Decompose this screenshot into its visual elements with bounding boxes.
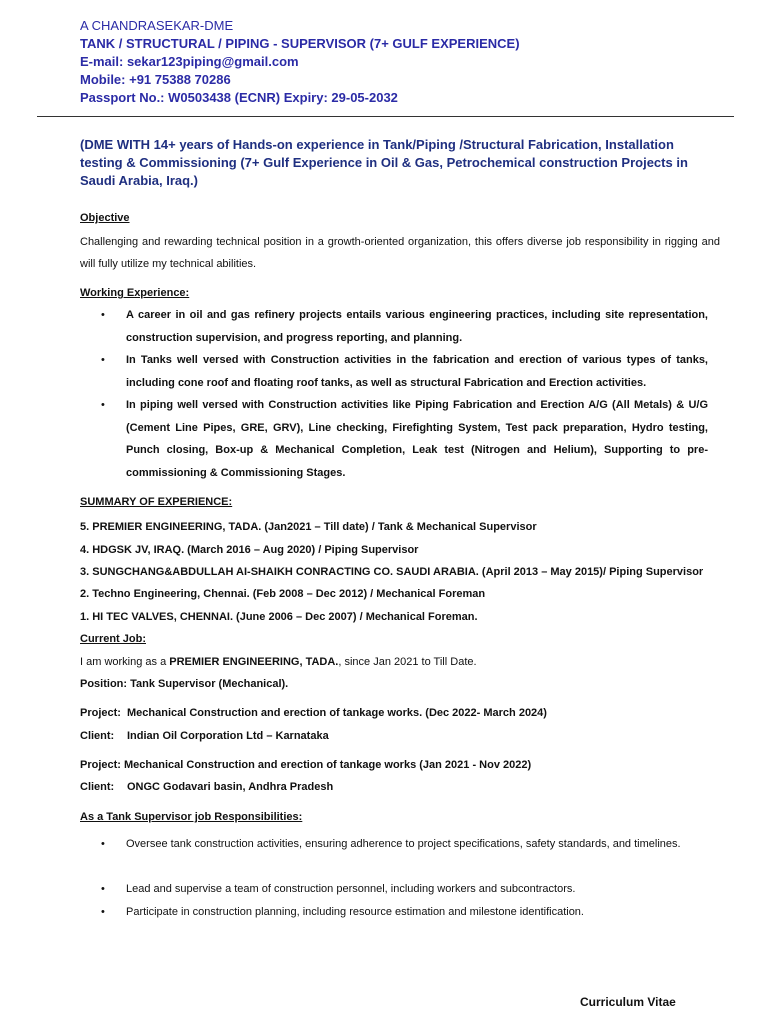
list-item: In piping well versed with Construction activities like Piping Fabrication and Erection A/G (All Metals) & U/G (Cement Line Pipes, GRE, GRV), Line checking, Firefighting System, Test pack preparation, Hydro testing, Punch closing, Box-up & Mechanical Completion, Leak test (Nitrogen and Helium), Supporting to pre-commissioning & Commissioning Stages. <box>126 399 708 479</box>
bullet-icon: • <box>101 906 105 918</box>
project-1-text: Mechanical Construction and erection of tankage works. (Dec 2022- March 2024) <box>127 707 547 719</box>
bullet-icon: • <box>101 883 105 895</box>
summary-item: 2. Techno Engineering, Chennai. (Feb 2008 – Dec 2012) / Mechanical Foreman <box>80 588 486 600</box>
header-divider <box>37 116 734 117</box>
intro-summary: (DME WITH 14+ years of Hands-on experience in Tank/Piping /Structural Fabrication, Installation testing & Commissioning (7+ Gulf Experience in Oil & Gas, Petrochemical construction Projects in Saudi Arabia, Iraq.) <box>80 137 688 188</box>
client-2-text: ONGC Godavari basin, Andhra Pradesh <box>127 781 334 793</box>
working-experience-heading: Working Experience: <box>80 287 190 299</box>
client-1-text: Indian Oil Corporation Ltd – Karnataka <box>127 730 329 742</box>
list-item: A career in oil and gas refinery projects entails various engineering practices, including site representation, construction supervision, and progress reporting, and planning. <box>126 309 708 344</box>
project-label: Project: <box>80 707 121 719</box>
summary-item: 1. HI TEC VALVES, CHENNAI. (June 2006 – Dec 2007) / Mechanical Foreman. <box>80 611 478 623</box>
current-job-pre: I am working as a <box>80 656 170 668</box>
client-label: Client: <box>80 730 115 742</box>
summary-item: 5. PREMIER ENGINEERING, TADA. (Jan2021 – Till date) / Tank & Mechanical Supervisor <box>80 521 537 533</box>
footer-title: Curriculum Vitae <box>580 995 676 1009</box>
objective-text: Challenging and rewarding technical position in a growth-oriented organization, this offers diverse job responsibility in rigging and will fully utilize my technical abilities. <box>80 236 720 270</box>
client-label: Client: <box>80 781 115 793</box>
mobile: Mobile: +91 75388 70286 <box>80 72 231 87</box>
summary-heading: SUMMARY OF EXPERIENCE: <box>80 496 233 508</box>
client-1 <box>80 730 329 742</box>
current-job-heading: Current Job: <box>80 633 146 645</box>
responsibilities-heading: As a Tank Supervisor job Responsibilities: <box>80 811 303 823</box>
email[interactable]: E-mail: sekar123piping@gmail.com <box>80 54 299 69</box>
list-item: Oversee tank construction activities, ensuring adherence to project specifications, safety standards, and timelines. <box>126 838 681 850</box>
client-2 <box>80 781 333 793</box>
bullet-icon: • <box>101 838 105 850</box>
bullet-icon: • <box>101 354 105 366</box>
current-job-line <box>80 656 477 668</box>
current-job-post: , since Jan 2021 to Till Date. <box>338 656 477 668</box>
summary-item: 4. HDGSK JV, IRAQ. (March 2016 – Aug 2020) / Piping Supervisor <box>80 544 419 556</box>
list-item: Lead and supervise a team of construction personnel, including workers and subcontractors. <box>126 883 576 895</box>
objective-heading: Objective <box>80 212 130 224</box>
candidate-role: TANK / STRUCTURAL / PIPING - SUPERVISOR (7+ GULF EXPERIENCE) <box>80 36 520 51</box>
passport: Passport No.: W0503438 (ECNR) Expiry: 29-05-2032 <box>80 90 398 105</box>
summary-item: 3. SUNGCHANG&ABDULLAH AI-SHAIKH CONRACTING CO. SAUDI ARABIA. (April 2013 – May 2015)/ Piping Supervisor <box>80 566 704 578</box>
position: Position: Tank Supervisor (Mechanical). <box>80 678 289 690</box>
project-2: Project: Mechanical Construction and erection of tankage works (Jan 2021 - Nov 2022) <box>80 759 532 771</box>
list-item: In Tanks well versed with Construction activities in the fabrication and erection of various types of tanks, including cone roof and floating roof tanks, as well as structural Fabrication and Erection activities. <box>126 354 708 389</box>
list-item: Participate in construction planning, including resource estimation and milestone identification. <box>126 906 584 918</box>
bullet-icon: • <box>101 309 105 321</box>
candidate-name: A CHANDRASEKAR-DME <box>80 18 234 33</box>
project-1 <box>80 707 547 719</box>
bullet-icon: • <box>101 399 105 411</box>
current-company: PREMIER ENGINEERING, TADA. <box>169 656 339 668</box>
